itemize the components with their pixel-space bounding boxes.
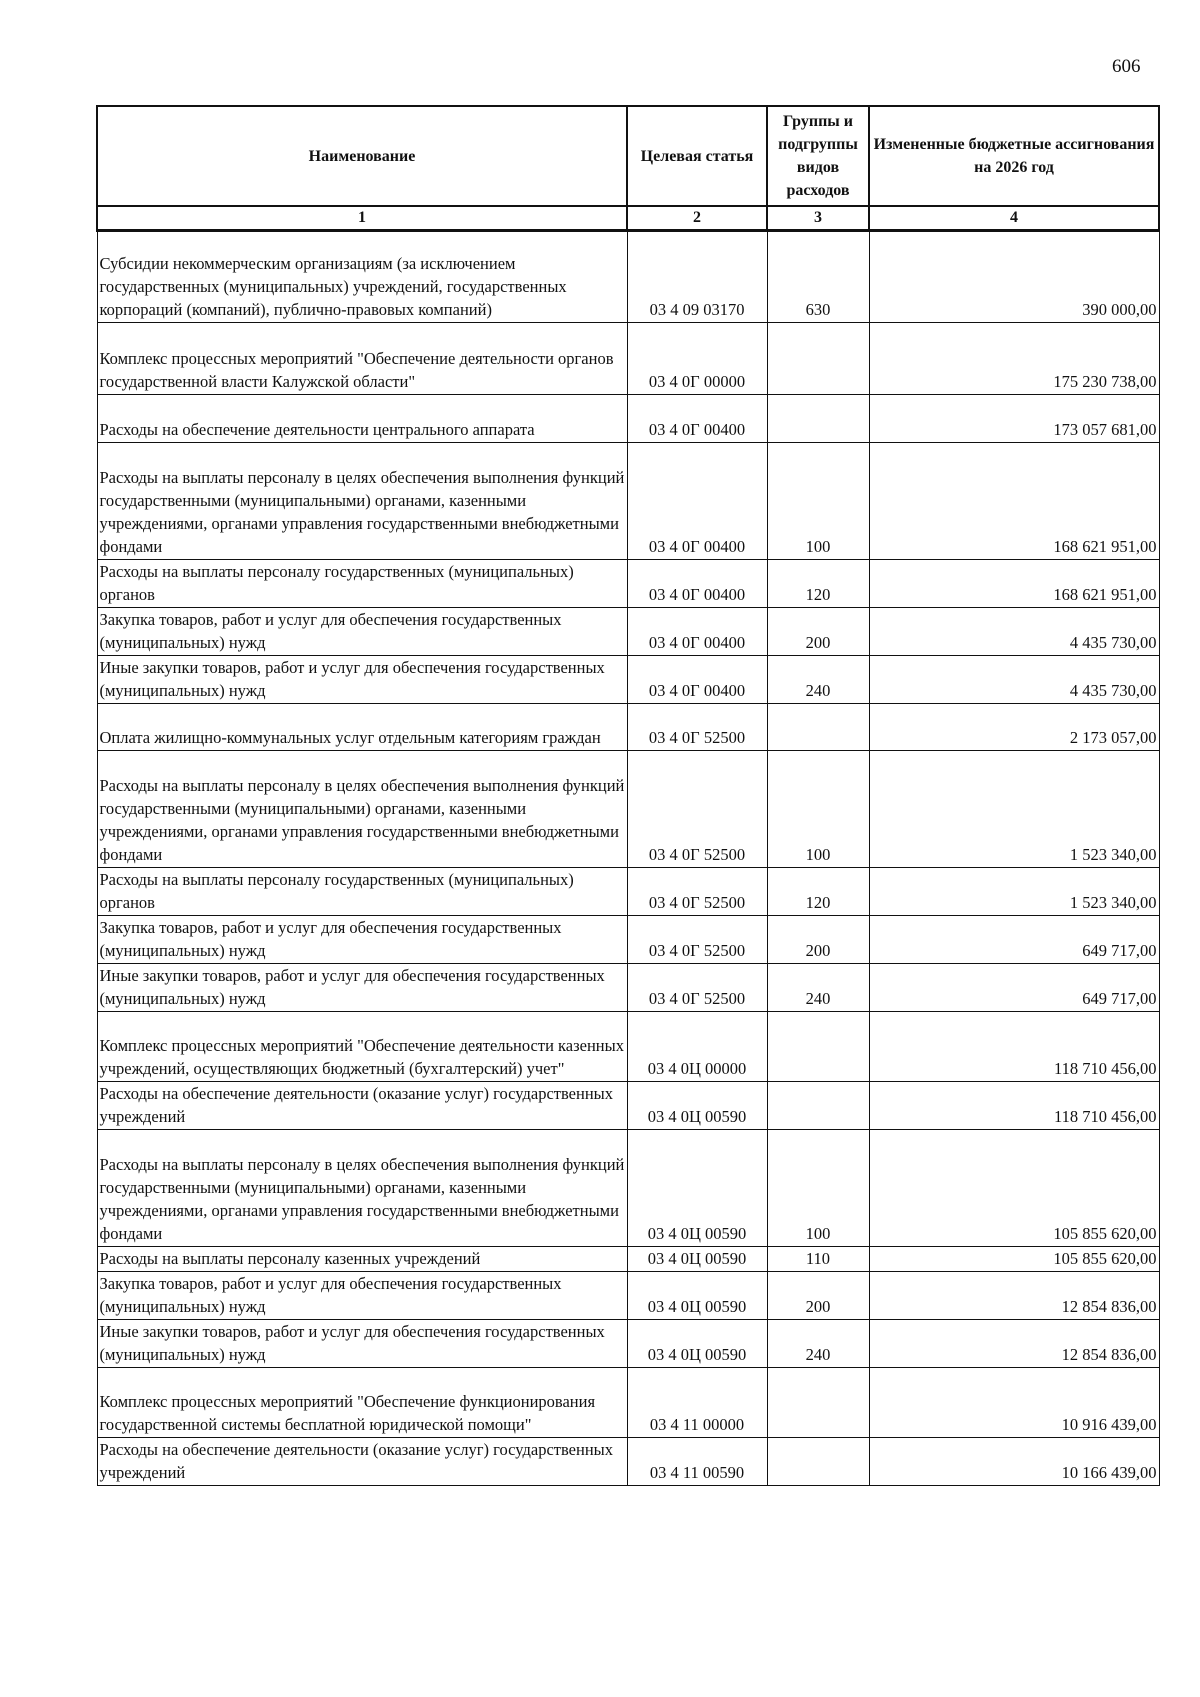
table-header-row (97, 106, 1159, 206)
table-row (97, 704, 1159, 751)
row-amount: 10 166 439,00 (869, 1438, 1159, 1486)
header-number-3: 3 (767, 206, 869, 231)
row-code: 03 4 0Ц 00590 (627, 1082, 767, 1130)
row-name: Расходы на выплаты персоналу казенных учреждений (97, 1247, 627, 1272)
row-code: 03 4 0Г 52500 (627, 751, 767, 868)
table-row (97, 1272, 1159, 1320)
row-name: Расходы на выплаты персоналу в целях обеспечения выполнения функций государственными (муниципальными) органами, казенными учреждениями, органами управления государственными внебюджетными фондами (97, 1130, 627, 1247)
table-row (97, 1082, 1159, 1130)
table-row (97, 964, 1159, 1012)
row-code: 03 4 11 00590 (627, 1438, 767, 1486)
row-group: 100 (767, 443, 869, 560)
row-group (767, 1438, 869, 1486)
row-amount: 649 717,00 (869, 916, 1159, 964)
row-name: Иные закупки товаров, работ и услуг для обеспечения государственных (муниципальных) нужд (97, 656, 627, 704)
header-number-4: 4 (869, 206, 1159, 231)
row-amount: 2 173 057,00 (869, 704, 1159, 751)
row-name: Расходы на обеспечение деятельности (оказание услуг) государственных учреждений (97, 1082, 627, 1130)
row-group (767, 1082, 869, 1130)
table-row (97, 916, 1159, 964)
row-name: Закупка товаров, работ и услуг для обеспечения государственных (муниципальных) нужд (97, 1272, 627, 1320)
row-group: 200 (767, 916, 869, 964)
table-row (97, 1438, 1159, 1486)
row-name: Расходы на обеспечение деятельности центрального аппарата (97, 395, 627, 443)
table-row (97, 443, 1159, 560)
table-row (97, 395, 1159, 443)
row-name: Закупка товаров, работ и услуг для обеспечения государственных (муниципальных) нужд (97, 608, 627, 656)
row-name: Расходы на выплаты персоналу государственных (муниципальных) органов (97, 560, 627, 608)
row-code: 03 4 0Ц 00000 (627, 1012, 767, 1082)
row-name: Оплата жилищно-коммунальных услуг отдельным категориям граждан (97, 704, 627, 751)
row-code: 03 4 0Г 00400 (627, 395, 767, 443)
table-row (97, 656, 1159, 704)
row-amount: 12 854 836,00 (869, 1272, 1159, 1320)
table-row (97, 560, 1159, 608)
table-row (97, 751, 1159, 868)
table-header-numbers-row (97, 206, 1159, 231)
row-amount: 105 855 620,00 (869, 1247, 1159, 1272)
row-code: 03 4 0Ц 00590 (627, 1272, 767, 1320)
table-row (97, 1012, 1159, 1082)
row-group: 240 (767, 656, 869, 704)
row-code: 03 4 0Г 00400 (627, 560, 767, 608)
row-group (767, 1368, 869, 1438)
header-code: Целевая статья (627, 106, 767, 206)
row-group: 200 (767, 608, 869, 656)
row-group: 240 (767, 964, 869, 1012)
row-amount: 173 057 681,00 (869, 395, 1159, 443)
budget-table (96, 105, 1160, 1486)
row-code: 03 4 11 00000 (627, 1368, 767, 1438)
row-group (767, 395, 869, 443)
row-group: 200 (767, 1272, 869, 1320)
header-number-2: 2 (627, 206, 767, 231)
header-name: Наименование (97, 106, 627, 206)
row-amount: 4 435 730,00 (869, 656, 1159, 704)
row-amount: 118 710 456,00 (869, 1082, 1159, 1130)
row-code: 03 4 0Г 00400 (627, 608, 767, 656)
row-amount: 168 621 951,00 (869, 560, 1159, 608)
row-name: Комплекс процессных мероприятий "Обеспечение деятельности казенных учреждений, осуществляющих бюджетный (бухгалтерский) учет" (97, 1012, 627, 1082)
row-group: 100 (767, 751, 869, 868)
row-name: Расходы на выплаты персоналу государственных (муниципальных) органов (97, 868, 627, 916)
row-code: 03 4 0Г 52500 (627, 964, 767, 1012)
row-code: 03 4 0Г 52500 (627, 916, 767, 964)
row-amount: 118 710 456,00 (869, 1012, 1159, 1082)
table-row (97, 608, 1159, 656)
row-group: 120 (767, 868, 869, 916)
row-group (767, 1012, 869, 1082)
row-amount: 10 916 439,00 (869, 1368, 1159, 1438)
header-group: Группы и подгруппы видов расходов (767, 106, 869, 206)
row-group (767, 704, 869, 751)
row-code: 03 4 0Г 00000 (627, 323, 767, 395)
row-amount: 12 854 836,00 (869, 1320, 1159, 1368)
row-amount: 1 523 340,00 (869, 751, 1159, 868)
row-name: Комплекс процессных мероприятий "Обеспечение функционирования государственной системы бесплатной юридической помощи" (97, 1368, 627, 1438)
table-row (97, 868, 1159, 916)
row-code: 03 4 0Ц 00590 (627, 1247, 767, 1272)
row-amount: 168 621 951,00 (869, 443, 1159, 560)
row-group: 630 (767, 231, 869, 323)
row-name: Закупка товаров, работ и услуг для обеспечения государственных (муниципальных) нужд (97, 916, 627, 964)
row-name: Комплекс процессных мероприятий "Обеспечение деятельности органов государственной власти Калужской области" (97, 323, 627, 395)
row-group: 100 (767, 1130, 869, 1247)
row-code: 03 4 09 03170 (627, 231, 767, 323)
row-amount: 175 230 738,00 (869, 323, 1159, 395)
row-code: 03 4 0Г 52500 (627, 868, 767, 916)
table-row (97, 1320, 1159, 1368)
table-row (97, 1368, 1159, 1438)
table-row (97, 1247, 1159, 1272)
row-name: Субсидии некоммерческим организациям (за исключением государственных (муниципальных) учреждений, государственных корпораций (компаний), публично-правовых компаний) (97, 231, 627, 323)
row-amount: 649 717,00 (869, 964, 1159, 1012)
page-number: 606 (1112, 56, 1141, 77)
row-amount: 4 435 730,00 (869, 608, 1159, 656)
row-group: 110 (767, 1247, 869, 1272)
row-code: 03 4 0Г 52500 (627, 704, 767, 751)
row-group: 120 (767, 560, 869, 608)
table-row (97, 231, 1159, 323)
row-code: 03 4 0Г 00400 (627, 656, 767, 704)
header-amount: Измененные бюджетные ассигнования на 2026 год (869, 106, 1159, 206)
row-amount: 390 000,00 (869, 231, 1159, 323)
row-name: Иные закупки товаров, работ и услуг для обеспечения государственных (муниципальных) нужд (97, 964, 627, 1012)
row-name: Иные закупки товаров, работ и услуг для обеспечения государственных (муниципальных) нужд (97, 1320, 627, 1368)
row-code: 03 4 0Г 00400 (627, 443, 767, 560)
row-name: Расходы на выплаты персоналу в целях обеспечения выполнения функций государственными (муниципальными) органами, казенными учреждениями, органами управления государственными внебюджетными фондами (97, 751, 627, 868)
table-row (97, 1130, 1159, 1247)
row-code: 03 4 0Ц 00590 (627, 1130, 767, 1247)
row-group: 240 (767, 1320, 869, 1368)
row-amount: 1 523 340,00 (869, 868, 1159, 916)
header-number-1: 1 (97, 206, 627, 231)
row-code: 03 4 0Ц 00590 (627, 1320, 767, 1368)
row-amount: 105 855 620,00 (869, 1130, 1159, 1247)
row-name: Расходы на обеспечение деятельности (оказание услуг) государственных учреждений (97, 1438, 627, 1486)
table-row (97, 323, 1159, 395)
row-name: Расходы на выплаты персоналу в целях обеспечения выполнения функций государственными (муниципальными) органами, казенными учреждениями, органами управления государственными внебюджетными фондами (97, 443, 627, 560)
row-group (767, 323, 869, 395)
